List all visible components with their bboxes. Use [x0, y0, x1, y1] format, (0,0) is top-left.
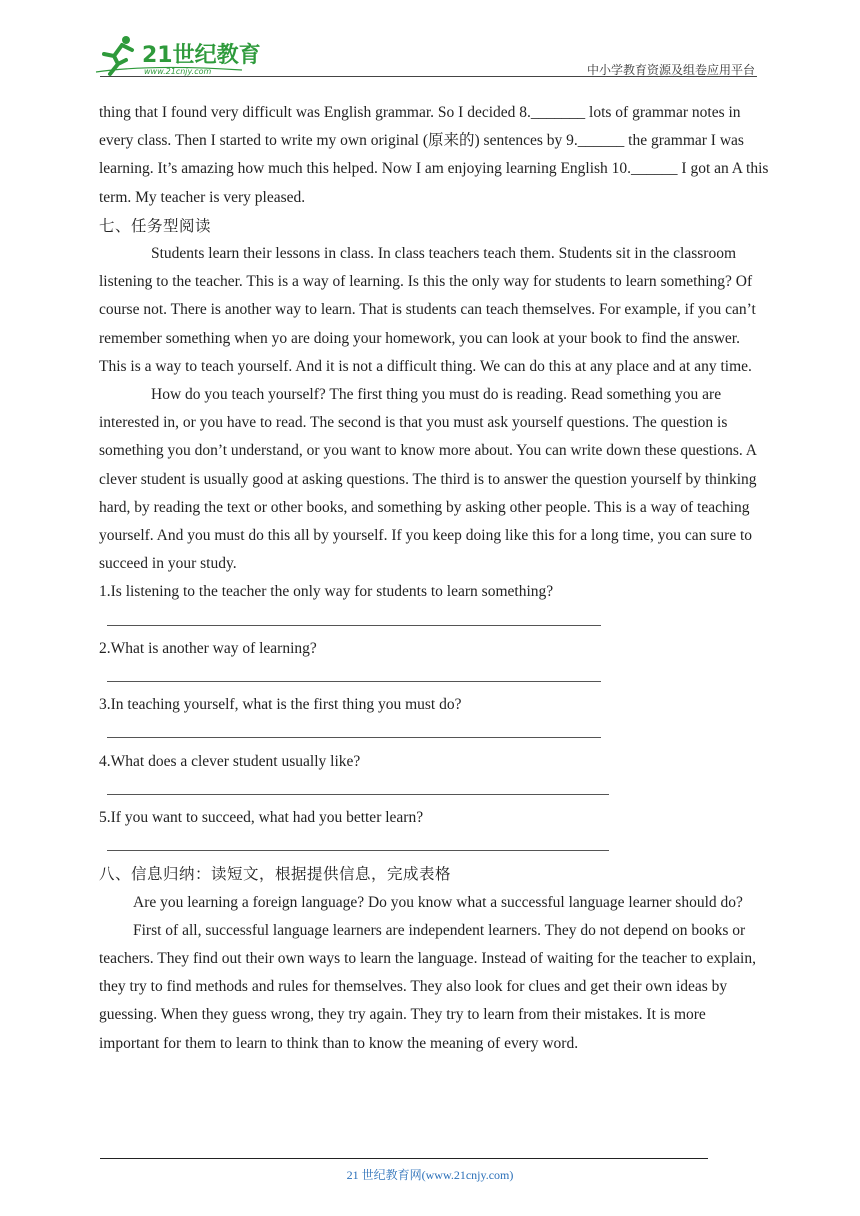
answer-line[interactable] — [99, 719, 769, 747]
footer-source[interactable]: 21 世纪教育网(www.21cnjy.com) — [346, 1168, 514, 1182]
continued-paragraph: thing that I found very difficult was English grammar. So I decided 8._______ lots of grammar notes in every class. Then I started to write my own original (原来的) sentences by 9.______ the grammar I was learning. It’s amazing how much this helped. Now I am enjoying learning English 10.______ I got an A this term. My teacher is very pleased. — [99, 104, 769, 206]
answer-line[interactable] — [99, 663, 769, 691]
section-7-title: 七、任务型阅读 — [99, 216, 212, 235]
svg-text:www.21cnjy.com: www.21cnjy.com — [144, 67, 212, 76]
answer-line[interactable] — [99, 832, 769, 860]
header-divider — [100, 76, 757, 77]
question: 4.What does a clever student usually like? — [99, 752, 361, 770]
question: 2.What is another way of learning? — [99, 639, 317, 657]
answer-line[interactable] — [99, 607, 769, 635]
svg-text:21世纪教育: 21世纪教育 — [142, 43, 261, 68]
question: 1.Is listening to the teacher the only way for students to learn something? — [99, 583, 554, 601]
passage-paragraph: First of all, successful language learners are independent learners. They do not depend on books or teachers. They find out their own ways to learn the language. Instead of waiting for the teacher to explain, they try to find methods and rules for themselves. They also look for clues and get their own ideas by guessing. When they guess wrong, they try again. They try to learn from their mistakes. It is more important for them to learn to think than to know the meaning of every word. — [99, 921, 756, 1052]
platform-label: 中小学教育资源及组卷应用平台 — [586, 63, 755, 77]
page-header — [0, 0, 860, 80]
footer-divider — [100, 1158, 708, 1159]
section-8-title: 八、信息归纳：读短文，根据提供信息，完成表格 — [99, 865, 452, 884]
passage-paragraph: Are you learning a foreign language? Do you know what a successful language learner should do? — [133, 893, 743, 911]
question: 3.In teaching yourself, what is the first thing you must do? — [99, 696, 462, 714]
site-logo — [92, 34, 262, 78]
document-body — [99, 99, 769, 1058]
passage-paragraph: How do you teach yourself? The first thing you must do is reading. Read something you are interested in, or you have to read. The second is that you must ask yourself questions. The question is something you don’t understand, or you want to know more about. You can write down these questions. A clever student is usually good at asking questions. The third is to answer the question yourself by thinking hard, by reading the text or other books, and something by asking other people. This is a way of teaching yourself. And you must do this all by yourself. If you keep doing like this for a long time, you can sure to succeed in your study. — [99, 386, 757, 573]
passage-paragraph: Students learn their lessons in class. In class teachers teach them. Students sit in the classroom listening to the teacher. This is a way of learning. Is this the only way for students to learn something? Of course not. There is another way to learn. That is students can teach themselves. For example, if you can’t remember something when yo are doing your homework, you can look at your book to find the answer. This is a way to teach yourself. And it is not a difficult thing. We can do this at any place and at any time. — [99, 245, 756, 375]
question: 5.If you want to succeed, what had you better learn? — [99, 809, 424, 827]
answer-line[interactable] — [99, 776, 769, 804]
